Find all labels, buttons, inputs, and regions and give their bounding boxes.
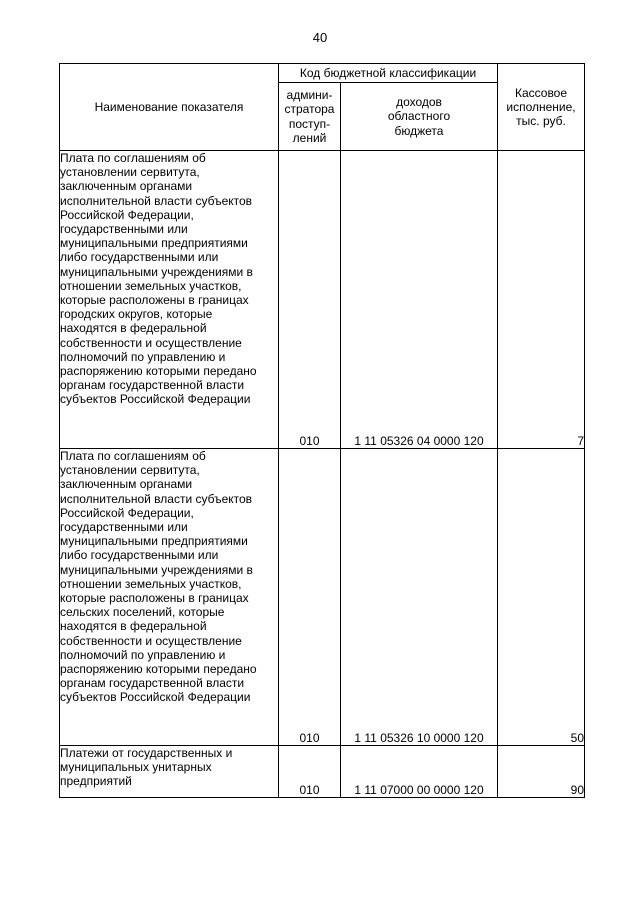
header-execution-label: Кассовое исполнение, тыс. руб. [506, 85, 576, 129]
budget-table [59, 63, 585, 798]
row-indicator-name: Плата по соглашениям об установлении сервитута, заключенным органами исполнительной власти субъектов Российской Федерации, государственными или муниципальными предприятиями либо государственными или муниципальными учреждениями в отношении земельных участков, которые расположены в границах городских округов, которые находятся в федеральной собственности и осуществление полномочий по управлению и распоряжению которыми передано органам государственной власти субъектов Российской Федерации [60, 151, 279, 449]
table-row [60, 151, 585, 449]
row-income-code: 1 11 07000 00 0000 120 [341, 746, 498, 798]
table-row [60, 746, 585, 798]
row-execution-value: 7 [498, 151, 585, 449]
row-indicator-name: Платежи от государственных и муниципальных унитарных предприятий [60, 746, 279, 798]
row-admin-code: 010 [279, 449, 341, 746]
row-admin-code: 010 [279, 746, 341, 798]
header-income-code-label: доходов областного бюджета [387, 95, 451, 138]
row-indicator-name: Плата по соглашениям об установлении сервитута, заключенным органами исполнительной власти субъектов Российской Федерации, государственными или муниципальными предприятиями либо государственными или муниципальными учреждениями в отношении земельных участков, которые расположены в границах сельских поселений, которые находятся в федеральной собственности и осуществление полномочий по управлению и распоряжению которыми передано органам государственной власти субъектов Российской Федерации [60, 449, 279, 746]
header-income-code [341, 83, 498, 151]
table-row [60, 449, 585, 746]
header-administrator-label: админи- стратора поступ- лений [284, 88, 335, 145]
row-execution-value: 50 [498, 449, 585, 746]
header-execution [498, 64, 585, 151]
page-number: 40 [312, 30, 328, 45]
header-administrator [279, 83, 341, 151]
row-execution-value: 90 [498, 746, 585, 798]
row-income-code: 1 11 05326 10 0000 120 [341, 449, 498, 746]
header-code-group: Код бюджетной классификации [279, 64, 498, 83]
row-admin-code: 010 [279, 151, 341, 449]
row-income-code: 1 11 05326 04 0000 120 [341, 151, 498, 449]
header-indicator-name: Наименование показателя [60, 64, 279, 151]
